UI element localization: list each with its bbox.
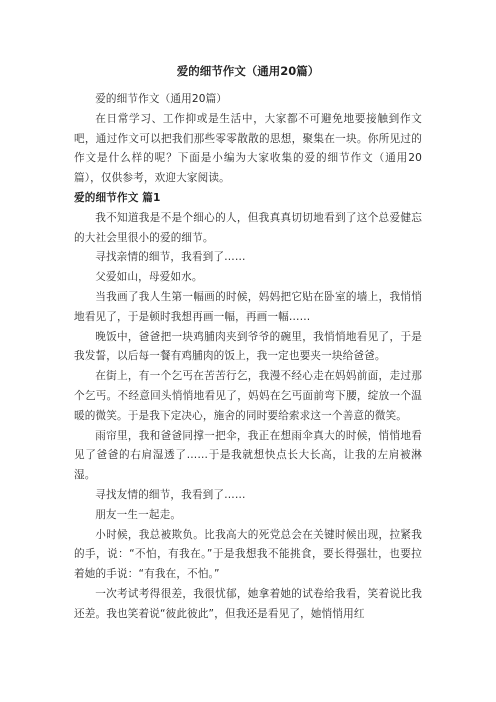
paragraph: 一次考试考得很差，我很忧郁，她拿着她的试卷给我看，笑着说比我还差。我也笑着说“彼此彼此”，但我还是看见了，她悄悄用红 — [74, 587, 422, 620]
intro-subtitle: 爱的细节作文（通用20篇） — [95, 93, 228, 105]
document-title: 爱的细节作文（通用20篇） — [176, 64, 320, 78]
paragraph: 父爱如山，母爱如水。 — [95, 271, 203, 284]
paragraph: 当我画了我人生第一幅画的时候，妈妈把它贴在卧室的墙上，我悄悄地看见了，于是顿时我想再画一幅，再画一幅…… — [74, 290, 422, 323]
section-heading: 爱的细节作文 篇1 — [74, 191, 161, 204]
paragraph: 寻找亲情的细节，我看到了…… — [95, 251, 246, 264]
paragraph: 我不知道我是不是个细心的人，但我真真切切地看到了这个总爱健忘的大社会里很小的爱的细节。 — [74, 211, 422, 244]
paragraph: 寻找友情的细节，我看到了…… — [95, 488, 246, 501]
paragraph: 雨帘里，我和爸爸同撑一把伞，我正在想雨伞真大的时候，悄悄地看见了爸爸的右肩湿透了……于是我就想快点长大长高，让我的左肩被淋湿。 — [74, 429, 422, 482]
paragraph: 朋友一生一起走。 — [95, 508, 182, 521]
paragraph: 在街上，有一个乞丐在苦苦行乞，我漫不经心走在妈妈前面，走过那个乞丐。不经意回头悄悄地看见了，妈妈在乞丐面前弯下腰，绽放一个温暖的微笑。于是我下定决心，施舍的同时要给索求这一个善意的微笑。 — [74, 370, 422, 422]
intro-paragraph: 在日常学习、工作抑或是生活中，大家都不可避免地要接触到作文吧，通过作文可以把我们那些零零散散的思想，聚集在一块。你所见过的作文是什么样的呢？下面是小编为大家收集的爱的细节作文（通用20篇），仅供参考，欢迎大家阅读。 — [74, 112, 422, 185]
document-body — [74, 90, 422, 625]
paragraph: 小时候，我总被欺负。比我高大的死党总会在关键时候出现，拉紧我的手，说：“不怕，有我在。”于是我想我不能挑食，要长得强壮，也要拉着她的手说：“有我在，不怕。” — [74, 528, 422, 581]
paragraph: 晚饭中，爸爸把一块鸡脯肉夹到爷爷的碗里，我悄悄地看见了，于是我发誓，以后每一餐有鸡脯肉的饭上，我一定也要夹一块给爸爸。 — [74, 330, 422, 363]
